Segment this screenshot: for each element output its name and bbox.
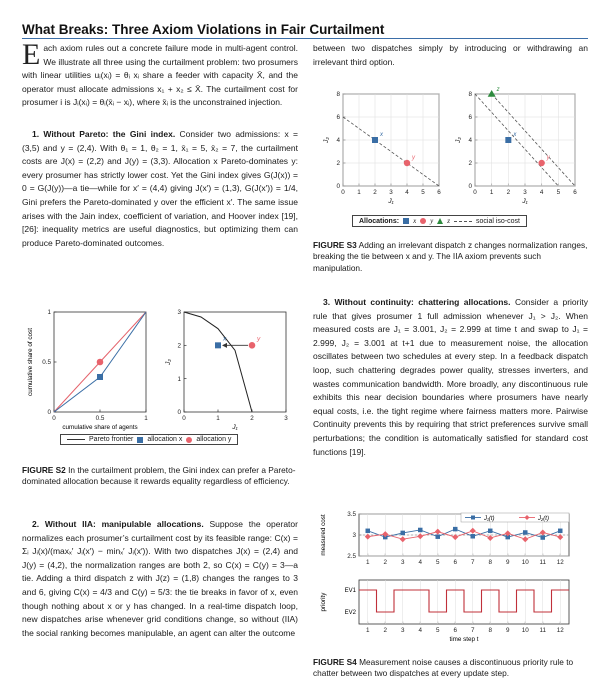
fig4-point-j1 bbox=[541, 535, 546, 540]
fig3-left-ytick-label: 4 bbox=[336, 137, 340, 145]
fig2-left-ytick-label: 0.5 bbox=[42, 359, 51, 367]
fig4-bottom-xlabel: time step t bbox=[449, 636, 479, 643]
fig4-bottom-ytick-label: EV1 bbox=[344, 588, 356, 594]
legend-y-marker bbox=[186, 437, 192, 443]
fig4-point-j2 bbox=[400, 536, 406, 542]
fig3-left-xtick-label: 6 bbox=[437, 189, 441, 196]
fig2-caption-label: FIGURE S2 bbox=[22, 465, 66, 475]
fig3-right-label-z: z bbox=[496, 87, 500, 93]
fig3-left-xlabel: J₁ bbox=[388, 198, 394, 205]
fig3-right-xtick-label: 5 bbox=[556, 189, 561, 196]
fig3-right-label-y: y bbox=[546, 155, 550, 161]
fig3-legend-x-marker bbox=[403, 218, 409, 224]
fig3-right-xtick-label: 6 bbox=[573, 189, 577, 196]
fig3-caption-text: Adding an irrelevant dispatch z changes normalization ranges, breaking the tie between x and y. The IIA axiom prevents such manipulation. bbox=[313, 240, 588, 273]
fig3-right-ytick-label: 4 bbox=[468, 137, 472, 145]
fig3-right-label-x: x bbox=[513, 132, 517, 138]
fig4-top-xtick-label: 4 bbox=[418, 559, 423, 566]
fig3-caption bbox=[313, 240, 588, 274]
fig2-left-xlabel: cumulative share of agents bbox=[62, 424, 138, 431]
fig2-right-ytick-label: 0 bbox=[177, 409, 181, 417]
fig4-caption-text: Measurement noise causes a discontinuous priority rule to chatter between two dispatches at every update step. bbox=[313, 657, 574, 679]
fig4-point-j2 bbox=[522, 536, 528, 542]
fig3-left-ylabel: J₂ bbox=[323, 137, 330, 143]
page-title: What Breaks: Three Axiom Violations in Fair Curtailment bbox=[22, 22, 385, 37]
fig4-top-xtick-label: 7 bbox=[470, 559, 475, 566]
fig3-right-xtick-label: 0 bbox=[473, 189, 477, 196]
fig4-top-xtick-label: 11 bbox=[539, 559, 547, 566]
fig3-left-ytick-label: 0 bbox=[336, 183, 340, 191]
legend-y-label: allocation y bbox=[196, 436, 232, 443]
section3-heading: 3. Without continuity: chattering allocations. bbox=[323, 297, 511, 307]
fig4-bottom-xtick-label: 1 bbox=[365, 627, 370, 634]
fig2-label-x: x bbox=[223, 335, 227, 343]
intro-paragraph bbox=[22, 38, 298, 110]
fig4-point-j1 bbox=[401, 531, 406, 536]
fig3-left-xtick-label: 2 bbox=[373, 189, 377, 196]
fig3-right-ytick-label: 8 bbox=[468, 91, 472, 99]
fig4-bottom-xtick-label: 9 bbox=[505, 627, 510, 634]
fig2-left-xtick-label: 0 bbox=[52, 415, 56, 422]
fig4-bottom-xtick-label: 12 bbox=[556, 627, 564, 634]
fig3-legend-y: y bbox=[430, 217, 434, 225]
fig3-right-ylabel: J₂ bbox=[455, 137, 462, 143]
figure-s4 bbox=[313, 508, 588, 656]
fig2-arrow-head bbox=[222, 343, 227, 348]
fig4-point-j1 bbox=[488, 529, 493, 534]
section3-text: Consider a priority rule that gives prosumer 1 full admission whenever J₁ > J₂. When measured costs are J₁ = 3.001, J₂ = 2.999 at time t and swap to J₁ = 2.999, J₂ = 3.001 at t+1 due to measurement noise, the allocation oscillates between two schedules at every step. In a feedback dispatch loop, such chattering degrades power quality, stresses inverters, and wastes communication bandwidth. More broadly, any discontinuous rule exhibits this near decision boundaries where prosumers have nearly equal costs, i.e. the tight regime where fairness matters more. Pairwise Continuity prevents this by requiring that strict preferences survive small perturbations; the condition is automatically satisfied for standard cost functions [19]. bbox=[313, 297, 588, 457]
fig4-bottom-xtick-label: 5 bbox=[435, 627, 440, 634]
title-rule bbox=[22, 38, 588, 39]
fig3-left-label-y: y bbox=[412, 155, 415, 161]
fig3-left-point-x bbox=[372, 137, 378, 143]
fig3-legend-z: z bbox=[447, 217, 451, 225]
fig4-top-xtick-label: 2 bbox=[383, 559, 388, 566]
fig3-right-point-x bbox=[505, 137, 511, 143]
fig4-point-j1 bbox=[523, 530, 528, 535]
fig4-legend-j2-label: J₂(t) bbox=[538, 516, 549, 522]
fig4-top-xtick-label: 10 bbox=[521, 559, 529, 566]
section1-text: Consider two admissions: x = (3,5) and y = (2,4). With θ₁ = 1, θ₂ = 1, x̄₁ = 5, x̄₂ = 7, the curtailment costs are J(x) = (2,2) and J(y) = (3,3). Allocation x Pareto-dominates y: every prosumer has strictly lower cost. Yet the Gini index gives G(J(x)) = 0 = G(J(y))—a tie—while for x′ = (4,4) giving J(x′) = (1,3), G(J(x′)) = 1/4, Gini prefers the Pareto-dominated y over the efficient x′. The same issue arises with the Jain index, coefficient of variation, and Hoover index [19], [26]: inequality metrics are useful diagnostics, but optimizing them can produce Pareto-dominated outcomes. bbox=[22, 129, 298, 248]
fig3-left-point-y bbox=[404, 160, 410, 166]
fig4-top-xtick-label: 1 bbox=[365, 559, 370, 566]
fig4-caption-label: FIGURE S4 bbox=[313, 657, 357, 667]
fig4-top-ylabel: measured cost bbox=[320, 514, 327, 556]
fig4-top-xtick-label: 6 bbox=[453, 559, 458, 566]
fig3-right-ytick-label: 0 bbox=[468, 183, 472, 191]
fig3-caption-label: FIGURE S3 bbox=[313, 240, 357, 250]
fig3-left-label-x: x bbox=[380, 132, 383, 138]
fig3-legend-x: x bbox=[413, 217, 417, 225]
section2-text: Suppose the operator normalizes each prosumer’s curtailment cost by its feasible range: C(x) = Σᵢ Jᵢ(x)/(maxₓ′ Jᵢ(x′) − minₓ′ Jᵢ(x′)). With two dispatches J(x) = (2,4) and J(y) = (4,2), the normalization ranges are both 2, so C(x) = C(y) = 3—a tie. Adding a third dispatch z with J(z) = (1,8) changes the ranges to 3 and 6, giving C(x) = 4/3 and C(y) = 5/3: the tie breaks in favor of x, even though nothing about x or y has changed. In a real-time dispatch loop, new dispatches arise whenever grid conditions change, so without (IIA) the social ranking becomes manipulable, an agent can alter the outcome bbox=[22, 519, 298, 638]
fig4-point-j2 bbox=[417, 533, 423, 539]
fig4-point-j2 bbox=[435, 529, 441, 535]
fig2-legend bbox=[60, 434, 238, 445]
fig3-right-xtick-label: 4 bbox=[539, 189, 544, 196]
legend-frontier-line bbox=[67, 439, 85, 440]
legend-x-label: allocation x bbox=[147, 436, 183, 443]
fig4-legend-j1-label: J₁(t) bbox=[484, 516, 495, 522]
fig3-left-xtick-label: 5 bbox=[421, 189, 425, 196]
fig4-caption bbox=[313, 657, 588, 680]
fig4-point-j1 bbox=[436, 534, 441, 539]
fig3-left-xtick-label: 4 bbox=[405, 189, 409, 196]
fig3-left-xtick-label: 1 bbox=[357, 189, 361, 196]
fig3-left-ytick-label: 2 bbox=[336, 160, 340, 168]
section3-paragraph bbox=[313, 296, 588, 459]
fig4-bottom-xtick-label: 10 bbox=[521, 627, 529, 634]
fig2-right-ytick-label: 3 bbox=[177, 309, 181, 317]
section2-continued: between two dispatches simply by introducing or withdrawing an irrelevant third option. bbox=[313, 43, 588, 67]
fig3-legend-y-marker bbox=[420, 218, 426, 224]
fig4-point-j1 bbox=[366, 529, 371, 534]
fig3-right-xtick-label: 1 bbox=[489, 189, 494, 196]
fig2-lorenz-point-y bbox=[97, 374, 103, 380]
fig4-point-j2 bbox=[470, 528, 476, 534]
fig3-right-xtick-label: 3 bbox=[523, 189, 527, 196]
fig4-legend-j1-marker bbox=[471, 516, 475, 520]
intro-text: ach axiom rules out a concrete failure mode in multi-agent control. We illustrate all three using the curtailment problem: two prosumers with linear utilities uᵢ(xᵢ) = θᵢ xᵢ share a feeder with capacity X̄, and the operator must allocate admissions x₁ + x₂ ≤ X̄. The curtailment cost for prosumer i is Jᵢ(xᵢ) = θᵢ(x̄ᵢ − xᵢ), where x̄ᵢ is the unconstrained injection. bbox=[22, 43, 298, 108]
fig2-right-xlabel: J₁ bbox=[232, 424, 238, 431]
fig4-bottom-xtick-label: 11 bbox=[539, 627, 547, 634]
fig2-left-xtick-label: 1 bbox=[144, 415, 148, 422]
fig2-left-ylabel: cumulative share of cost bbox=[27, 328, 34, 396]
fig2-right-xtick-label: 3 bbox=[284, 415, 288, 422]
fig3-left-ytick-label: 6 bbox=[336, 114, 340, 122]
fig3-right-xlabel: J₁ bbox=[522, 198, 528, 205]
fig2-left-xtick-label: 0.5 bbox=[95, 415, 105, 422]
fig3-legend-z-marker bbox=[437, 218, 443, 224]
fig3-right-xtick-label: 2 bbox=[506, 189, 511, 196]
fig2-left-ytick-label: 0 bbox=[47, 409, 51, 417]
fig2-right-xtick-label: 1 bbox=[216, 415, 220, 422]
fig2-right-ylabel: J₂ bbox=[165, 359, 172, 365]
dropcap: E bbox=[22, 38, 41, 71]
fig3-left-xtick-label: 0 bbox=[341, 189, 345, 196]
fig4-bottom-xtick-label: 4 bbox=[418, 627, 423, 634]
fig4-bottom-xtick-label: 7 bbox=[470, 627, 475, 634]
fig4-point-j1 bbox=[453, 527, 458, 532]
legend-frontier-label: Pareto frontier bbox=[89, 436, 134, 443]
fig2-caption-text: In the curtailment problem, the Gini index can prefer a Pareto-dominated allocation because it rewards equality regardless of efficiency. bbox=[22, 465, 296, 487]
fig4-point-j1 bbox=[471, 534, 476, 539]
fig4-point-j2 bbox=[487, 535, 493, 541]
legend-x-marker bbox=[137, 437, 143, 443]
fig4-line-j1 bbox=[368, 529, 561, 537]
fig3-left-ytick-label: 8 bbox=[336, 91, 340, 99]
fig2-right-xtick-label: 0 bbox=[182, 415, 186, 422]
section2-paragraph bbox=[22, 518, 298, 640]
fig3-legend-title: Allocations: bbox=[359, 217, 400, 225]
fig3-right-point-y bbox=[538, 160, 544, 166]
fig4-bottom-xtick-label: 3 bbox=[400, 627, 405, 634]
section2-heading: 2. Without IIA: manipulable allocations. bbox=[32, 519, 204, 529]
fig4-point-j1 bbox=[558, 529, 563, 534]
fig4-top-ytick-label: 3 bbox=[352, 532, 356, 540]
fig4-point-j1 bbox=[418, 528, 423, 533]
fig4-bottom-xtick-label: 2 bbox=[383, 627, 388, 634]
fig2-pareto-frontier bbox=[184, 312, 252, 412]
section1-heading: 1. Without Pareto: the Gini index. bbox=[32, 129, 176, 139]
fig2-left-ytick-label: 1 bbox=[47, 309, 51, 317]
fig4-bottom-ylabel: priority bbox=[320, 592, 327, 612]
fig2-right-ytick-label: 2 bbox=[177, 342, 181, 350]
fig3-right-point-z bbox=[488, 90, 496, 97]
fig4-top-xtick-label: 3 bbox=[400, 559, 405, 566]
fig4-bottom-ytick-label: EV2 bbox=[344, 610, 356, 616]
fig2-right-frame bbox=[184, 312, 286, 412]
fig4-priority-line bbox=[359, 590, 569, 612]
fig3-legend bbox=[352, 215, 527, 227]
fig4-point-j2 bbox=[540, 529, 546, 535]
fig3-legend-iso: social iso-cost bbox=[476, 217, 520, 225]
fig3-right-ytick-label: 6 bbox=[468, 114, 472, 122]
fig2-right-ytick-label: 1 bbox=[177, 375, 181, 383]
section1-paragraph bbox=[22, 128, 298, 250]
fig3-left-xtick-label: 3 bbox=[389, 189, 393, 196]
fig2-point-x bbox=[215, 342, 221, 348]
fig2-caption bbox=[22, 465, 298, 488]
fig4-top-ytick-label: 2.5 bbox=[347, 553, 356, 561]
fig3-legend-iso-line bbox=[454, 221, 472, 222]
fig3-right-ytick-label: 2 bbox=[468, 160, 472, 168]
fig2-lorenz-point-x bbox=[97, 359, 104, 366]
fig4-bottom-xtick-label: 6 bbox=[453, 627, 458, 634]
fig2-point-y bbox=[249, 342, 256, 349]
fig4-top-xtick-label: 9 bbox=[505, 559, 510, 566]
fig4-top-xtick-label: 12 bbox=[556, 559, 564, 566]
fig4-bottom-xtick-label: 8 bbox=[488, 627, 493, 634]
figure-s3 bbox=[313, 82, 588, 232]
fig4-top-ytick-label: 3.5 bbox=[347, 511, 356, 519]
fig4-top-xtick-label: 5 bbox=[435, 559, 440, 566]
fig4-point-j2 bbox=[365, 534, 371, 540]
fig2-label-y: y bbox=[257, 335, 261, 343]
fig2-right-xtick-label: 2 bbox=[250, 415, 254, 422]
fig4-top-xtick-label: 8 bbox=[488, 559, 493, 566]
